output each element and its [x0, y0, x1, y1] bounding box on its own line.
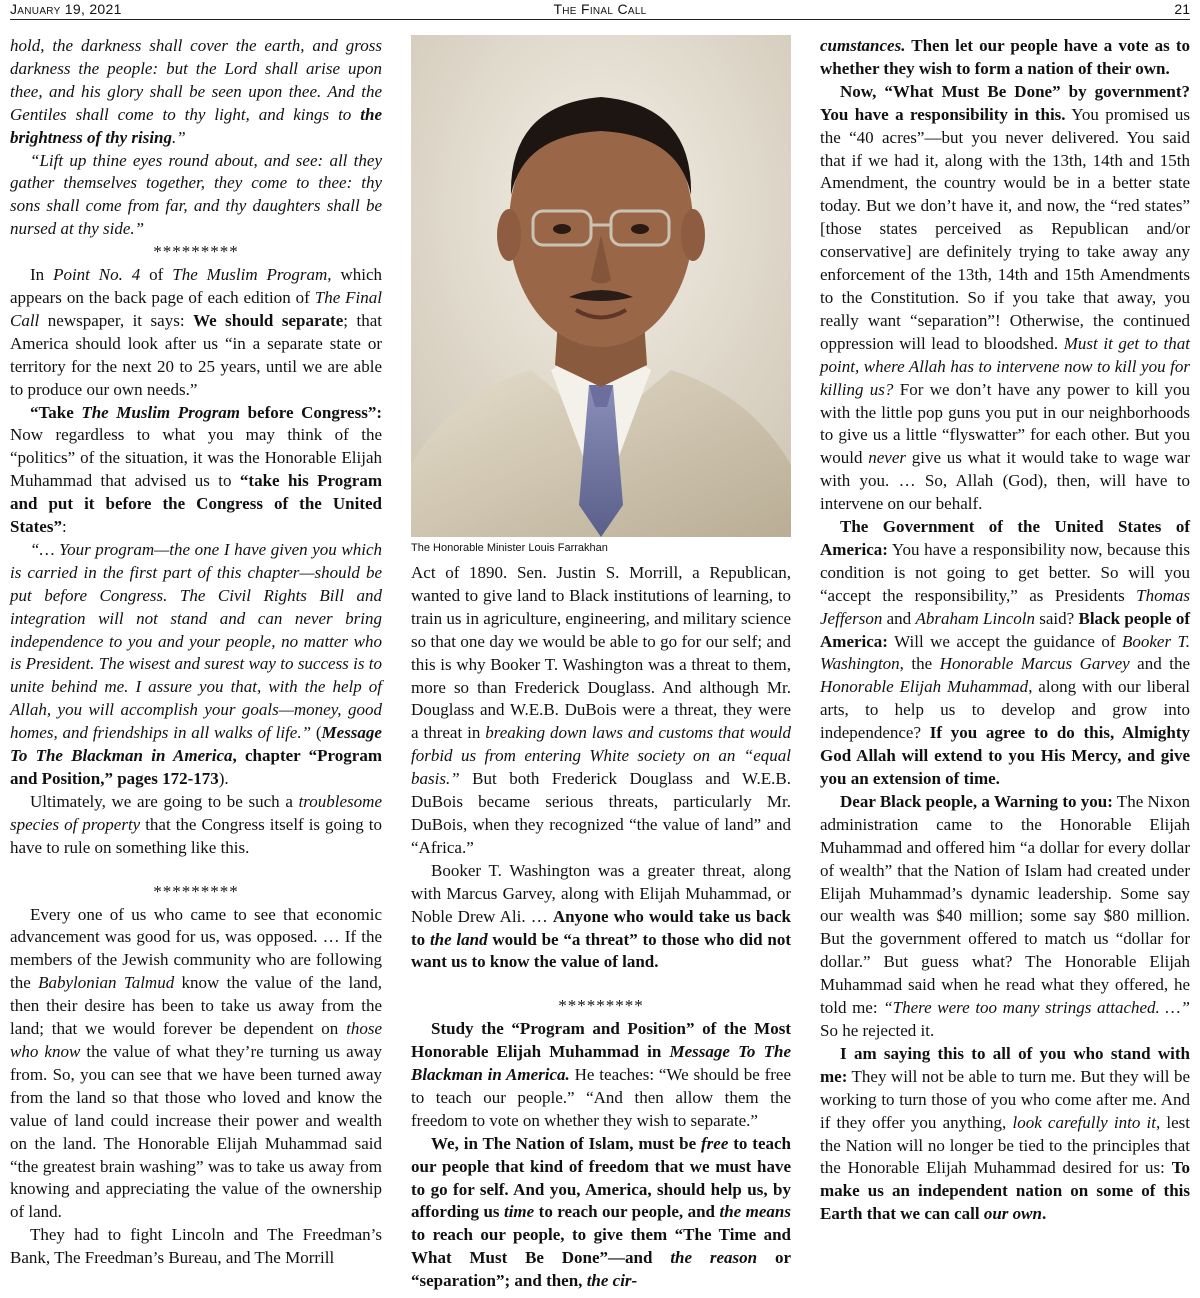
paragraph: “Lift up thine eyes round about, and see: all they gather themselves together, they come to thee: thy sons shall come from far, and thy daughters shall be nursed at thy side.”: [10, 150, 382, 239]
paragraph: Act of 1890. Sen. Justin S. Morrill, a Republican, wanted to give land to Black institutions of learning, to train us in agriculture, engineering, and military science so that one day we would be able to go for our self; and this is why Booker T. Washington was a threat to them, more so than Frederick Douglass. And although Mr. Douglass and W.E.B. DuBois were a threat, they were a threat in breaking down laws and customs that would forbid us from entering White society on an “equal basis.” But both Frederick Douglass and W.E.B. DuBois became serious threats, particularly Mr. DuBois, when they recognized “the value of land” and “Africa.”: [411, 563, 792, 857]
paragraph: Ultimately, we are going to be such a troublesome species of property that the Congress itself is going to have to rule on something like this.: [10, 791, 382, 857]
paragraph: Booker T. Washington was a greater threat, along with Marcus Garvey, along with Elijah Muhammad, or Noble Drew Ali. … Anyone who would take us back to the land would be “a threat” to those who did not want us to know the value of land.: [411, 860, 791, 972]
paragraph: They had to fight Lincoln and The Freedman’s Bank, The Freedman’s Bureau, and The Morrill: [10, 1225, 382, 1268]
article-column-3: [820, 35, 1190, 1226]
photo-caption: The Honorable Minister Louis Farrakhan: [411, 542, 608, 554]
paragraph: We, in The Nation of Islam, must be free to teach our people that kind of freedom that we must have to go for self. And you, America, should help us, by affording us time to reach our people, and the means to reach our people, to give them “The Time and What Must Be Done”—and the reason or “separation”; and then, the cir-: [411, 1133, 791, 1291]
paragraph: “Take The Muslim Program before Congress”: Now regardless to what you may think of the “politics” of the situation, it was the Honorable Elijah Muhammad that advised us to “take his Program and put it before the Congress of the United States”:: [10, 402, 382, 537]
paragraph: Dear Black people, a Warning to you: The Nixon administration came to the Honorable Elijah Muhammad and offered him “a dollar for every dollar of wealth” that the Nation of Islam had created under Elijah Muhammad’s dynamic leadership. Some say our wealth was $40 million; some say $80 million. But the government offered to match us “dollar for dollar.” But guess what? The Honorable Elijah Muhammad said when he read what they offered, he told me: “There were too many strings attached. …” So he rejected it.: [820, 791, 1190, 1040]
portrait-photo: [411, 35, 791, 537]
column-2-text: [411, 562, 791, 1293]
paragraph: cumstances. Then let our people have a vote as to whether they wish to form a nation of their own.: [820, 36, 1190, 78]
paragraph: “… Your program—the one I have given you which is carried in the first part of this chapter—should be put before Congress. The Civil Rights Bill and integration will not stand and can never bring independence to you and your people, no matter who is President. The wisest and surest way to success is to unite behind me. I assure you that, with the help of Allah, you will accomplish your goals—money, good homes, and friendships in all walks of life.” (Message To The Blackman in America, chapter “Program and Position,” pages 172-173).: [10, 539, 382, 788]
paragraph: The Government of the United States of America: You have a responsibility now, because this condition is not going to get better. So will you “accept the responsibility,” as Presidents Thomas Jefferson and Abraham Lincoln said? Black people of America: Will we accept the guidance of Booker T. Washington, the Honorable Marcus Garvey and the Honorable Elijah Muhammad, along with our liberal arts, to help us to develop and grow into independence? If you agree to do this, Almighty God Allah will extend to you His Mercy, and give you an extension of time.: [820, 517, 1191, 788]
section-separator: *********: [153, 881, 239, 901]
paragraph: Study the “Program and Position” of the Most Honorable Elijah Muhammad in Message To The Blackman in America. He teaches: “We should be free to teach our people.” “And then allow them the freedom to vote on whether they wish to separate.”: [411, 1019, 792, 1130]
paragraph: hold, the darkness shall cover the earth, and gross darkness the people: but the Lord shall arise upon thee, and his glory shall be seen upon thee. And the Gentiles shall come to thy light, and kings to the brightness of thy rising.”: [10, 36, 382, 147]
paragraph: In Point No. 4 of The Muslim Program, which appears on the back page of each edition of The Final Call newspaper, it says: We should separate; that America should look after us “in a separate state or territory for the next 20 to 25 years, until we are able to produce our own needs.”: [10, 265, 383, 399]
article-column-1: [10, 35, 382, 1270]
article-column-2: [411, 35, 792, 1291]
issue-date: January 19, 2021: [10, 1, 122, 17]
paragraph: Every one of us who came to see that economic advancement was good for us, was opposed. … If the members of the Jewish community who are following the Babylonian Talmud know the value of the land, then their desire has been to take us away from the land; that we would forever be dependent on those who know the value of what they’re turning us away from. So, you can see that we have been turned away from the land so that those who loved and know the value of land could increase their power and wealth on the land. The Honorable Elijah Muhammad said “the greatest brain washing” was to take us away from knowing and appreciating the value of the ownership of land.: [10, 904, 382, 1222]
portrait-illustration: [411, 35, 791, 537]
section-separator: *********: [153, 242, 239, 262]
page-number: 21: [1174, 1, 1190, 17]
section-separator: *********: [558, 996, 644, 1016]
paragraph: Now, “What Must Be Done” by government? You have a responsibility in this. You promised us the “40 acres”—but you never delivered. You said that if we had it, along with the 13th, 14th and 15th Amendment, the country would be in a better state today. But we don’t have it, and now, the “red states” [those states perceived as Republican and/or conservative] are definitely trying to take away any enforcement of the 13th, 14th and 15th Amendments to the Constitution. So if you take that away, you really want “separation”! Otherwise, the continued oppression will lead to bloodshed. Must it get to that point, where Allah has to intervene now to kill you for killing us? For we don’t have any power to kill you with the little pop guns you put in our neighborhoods to give us a little “flyswatter” for each other. But you would never give us what it would take to wage war with you. … So, Allah (God), then, will have to intervene on our behalf.: [820, 81, 1191, 514]
publication-name: The Final Call: [553, 1, 647, 17]
paragraph: I am saying this to all of you who stand with me: They will not be able to turn me. But they will be working to turn those of you who come after me. And if they offer you anything, look carefully into it, lest the Nation will no longer be tied to the principles that the Honorable Elijah Muhammad desired for us: To make us an independent nation on some of this Earth that we can call our own.: [820, 1043, 1190, 1224]
page-header: [10, 0, 1190, 20]
